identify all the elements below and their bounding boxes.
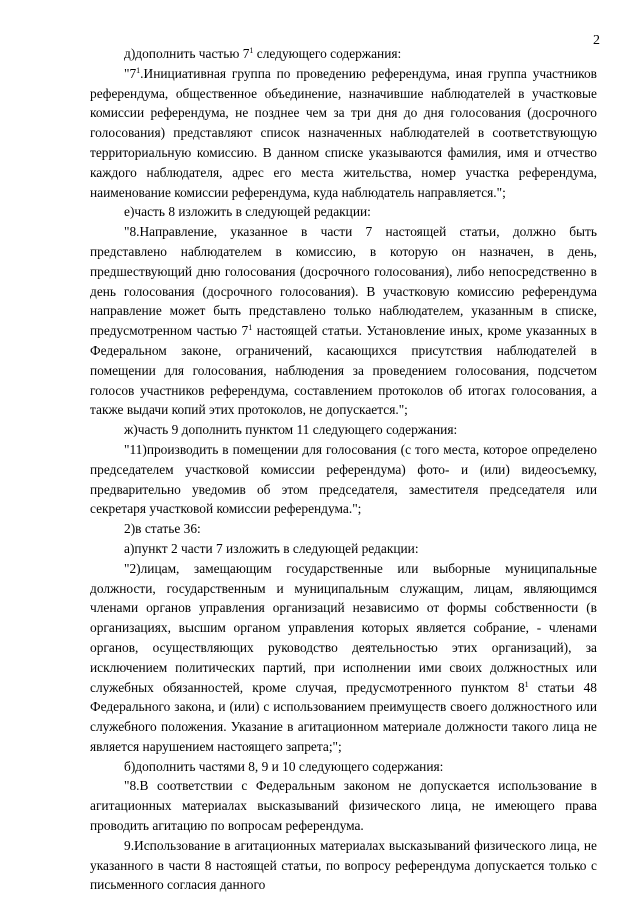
superscript: 1 (136, 65, 141, 75)
paragraph-article-36: 2)в статье 36: (124, 521, 201, 537)
paragraph-part-9-new: 9.Использование в агитационных материалах высказываний физического лица, не указанного в части 8 настоящей статьи, по вопросу референдума допускается только с письменного согласия данного (90, 837, 597, 893)
document-body (90, 44, 597, 895)
paragraph-b: б)дополнить частями 8, 9 и 10 следующего содержания: (124, 758, 444, 774)
paragraph-part-7-1: "$7^1.Инициативная$ группа по проведению референдума, иная группа участников референдума, общественное объединение, назначившие наблюдателей в участковые комиссии референдума, не позднее чем за три дня до дня голосования (досрочного голосования) представляют список назначенных наблюдателей в соответствующую территориальную комиссию. В данном списке указываются фамилия, имя и отчество каждого наблюдателя, адрес его места жительства, номер участка референдума, наименование комиссии референдума, куда наблюдатель направляется."; (90, 65, 597, 200)
paragraph-item-11: "11)производить в помещении для голосования (с того места, которое определено председателем участковой комиссии референдума) фото- и (или) видеосъемку, предварительно уведомив об этом председателя, заместителя председателя или секретаря участковой комиссии референдума."; (90, 441, 597, 517)
paragraph-e: е)часть 8 изложить в следующей редакции: (124, 204, 371, 220)
paragraph-zh: ж)часть 9 дополнить пунктом 11 следующего содержания: (124, 422, 458, 438)
paragraph-d: д)дополнить частью $7^1$ следующего содержания: (124, 46, 402, 61)
superscript: 1 (248, 323, 253, 333)
superscript: 1 (249, 46, 254, 55)
page-number: 2 (593, 33, 600, 48)
paragraph-item-2: "2)лицам, замещающим государственные или выборные муниципальные должности, государственным и муниципальным служащим, лицам, являющимся членами органов управления организаций независимо от формы собственности (в организациях, высшим органом управления которых является собрание, - членами органов, осуществляющих руководство деятельностью этих организаций), за исключением политических партий, при исполнении ими своих должностных или служебных обязанностей, кроме случая, предусмотренного пунктом $8^1$ статьи 48 Федерального закона, и (или) с использованием преимуществ своего должностного или служебного положения. Указание в агитационном материале должности такого лица не является нарушением настоящего запрета;"; (90, 560, 597, 754)
paragraph-part-8: "8.Направление, указанное в части 7 настоящей статьи, должно быть представлено наблюдателем в комиссию, в которую он назначен, в день, предшествующий дню голосования (досрочного голосования), либо непосредственно в день голосования (досрочного голосования). В участковую комиссию референдума направление может быть представлено только наблюдателем, указанным в списке, предусмотренном частью $7^1$ настоящей статьи. Установление иных, кроме указанных в Федеральном законе, ограничений, касающихся присутствия наблюдателей в помещении для голосования, наблюдения за проведением голосования, подсчетом голосов участников референдума, составлением протоколов об итогах голосования, а также выдачи копий этих протоколов, не допускается."; (90, 224, 597, 418)
paragraph-a: а)пункт 2 части 7 изложить в следующей редакции: (124, 540, 419, 556)
paragraph-part-8-new: "8.В соответствии с Федеральным законом не допускается использование в агитационных материалах высказываний физического лица, не имеющего права проводить агитацию по вопросам референдума. (90, 778, 597, 834)
superscript: 1 (524, 679, 529, 689)
